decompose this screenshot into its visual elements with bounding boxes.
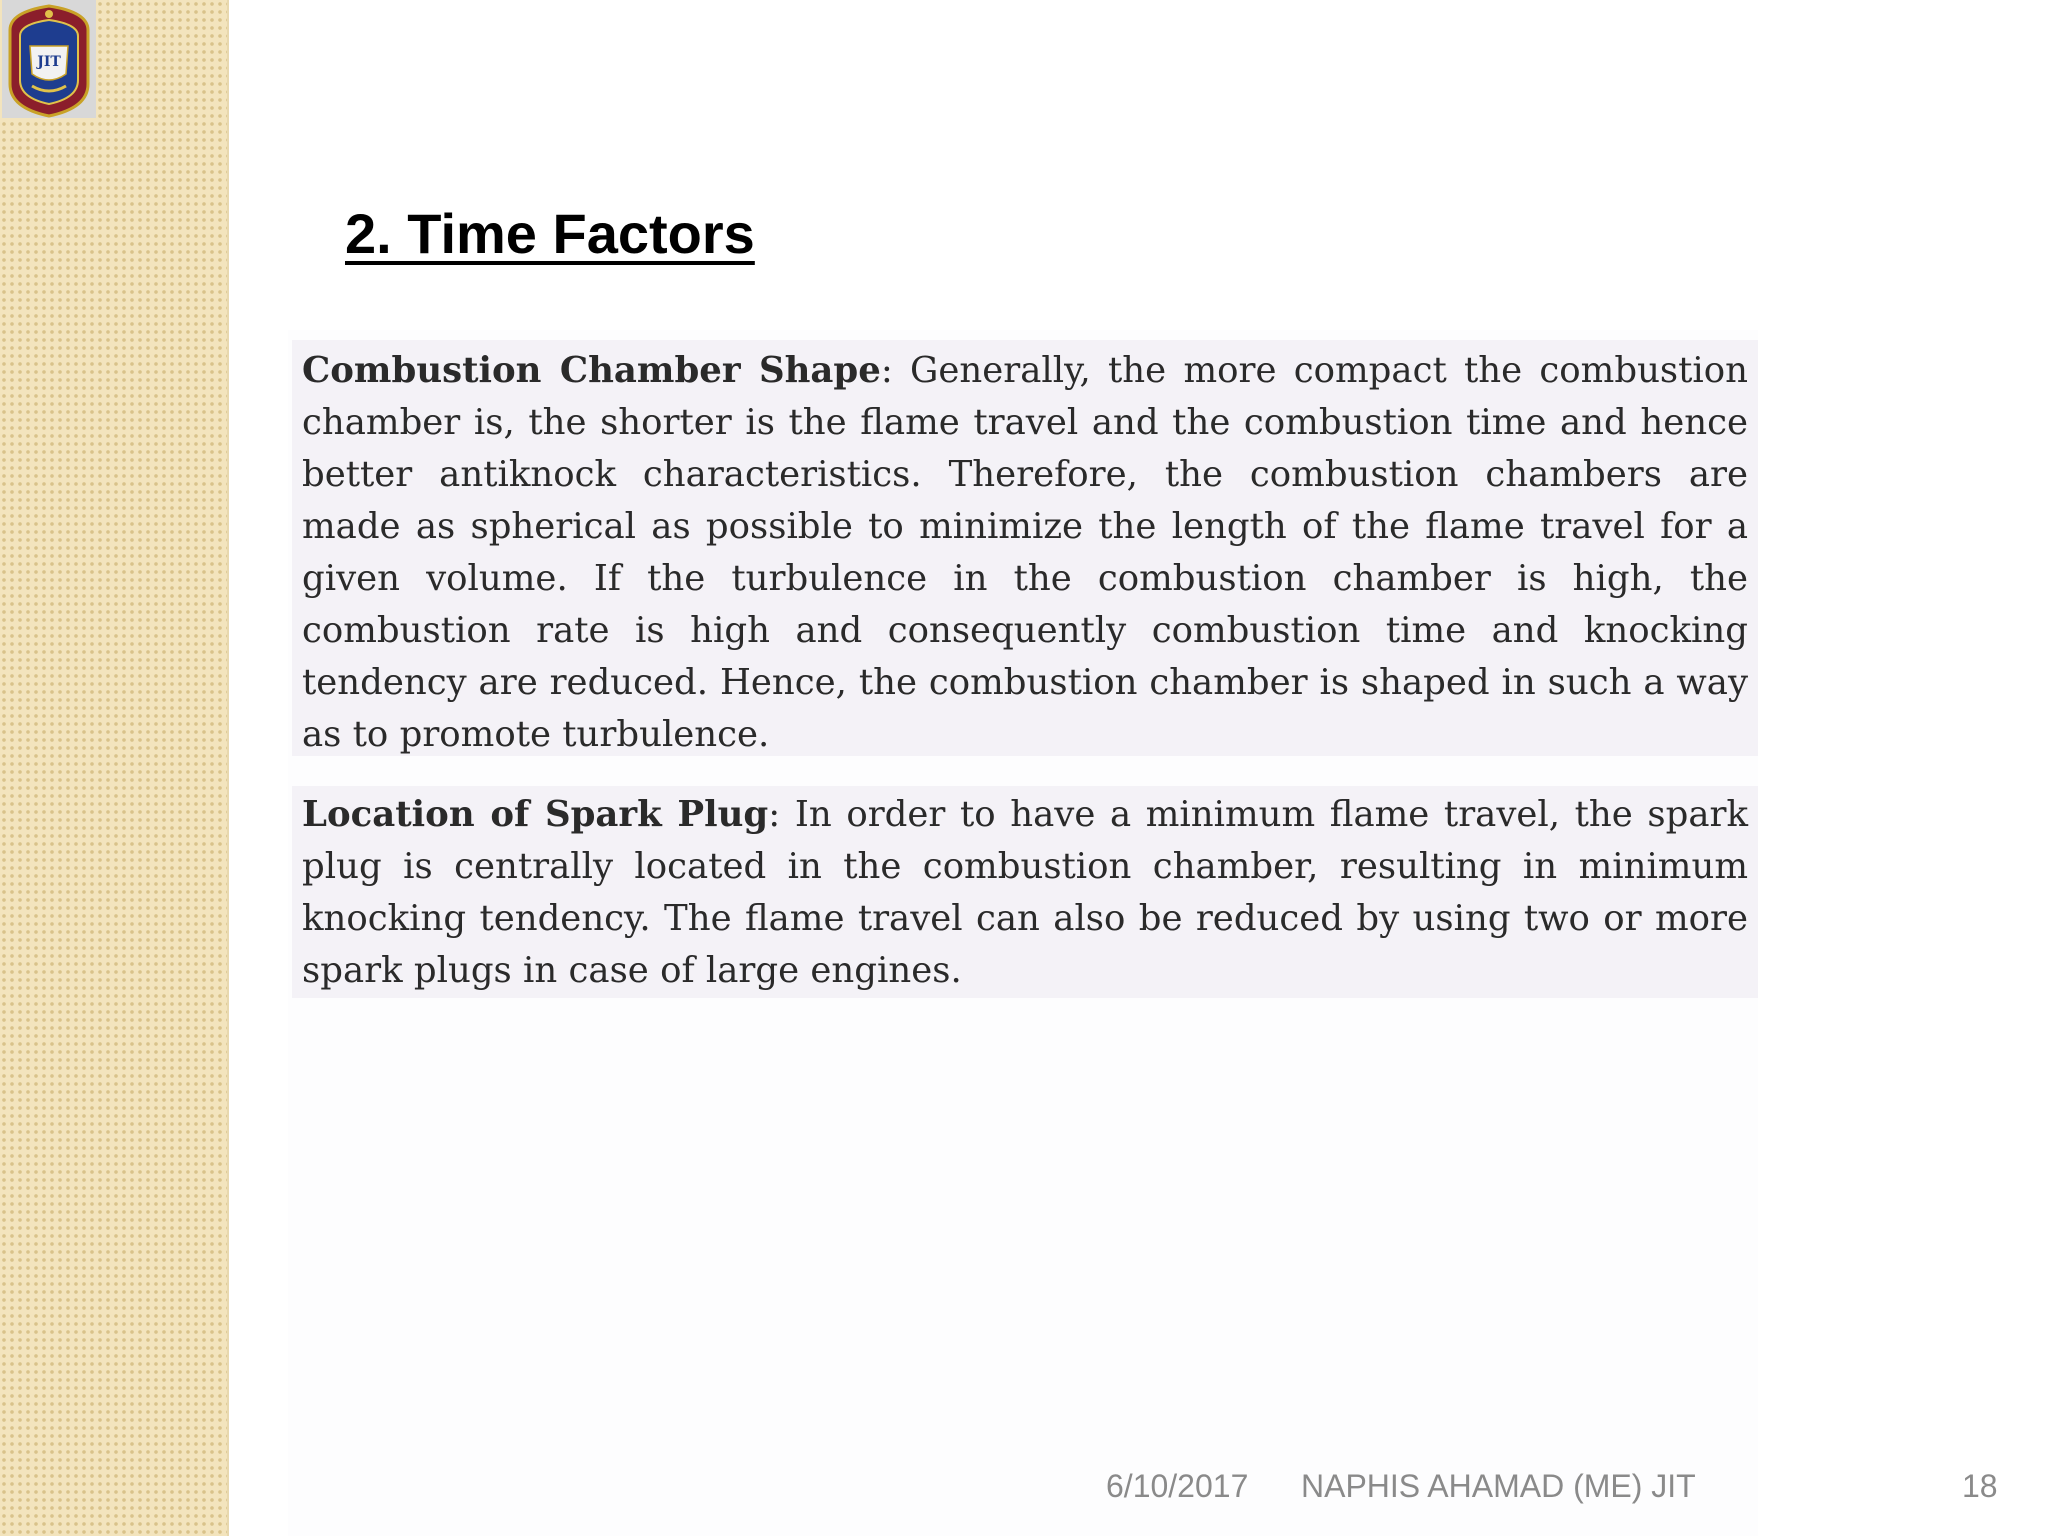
- decorative-sidebar: [0, 0, 229, 1536]
- slide-title: 2. Time Factors: [345, 202, 755, 265]
- paragraph-body: : In order to have a minimum flame travel, the spark plug is centrally located in the combustion chamber, resulting in minimum knocking tendency. The flame travel can also be reduced by using two or more spark plugs in case of large engines.: [302, 794, 1749, 991]
- paragraph-body: : Generally, the more compact the combustion chamber is, the shorter is the flame travel and the combustion time and hence better antiknock characteristics. Therefore, the combustion chambers are made as spherical as possible to minimize the length of the flame travel for a given volume. If the turbulence in the combustion chamber is high, the combustion rate is high and consequently combustion time and knocking tendency are reduced. Hence, the combustion chamber is shaped in such a way as to promote turbulence.: [302, 350, 1748, 755]
- paragraph-location-of-spark-plug: [292, 786, 1758, 998]
- institute-logo: [2, 0, 96, 118]
- paragraph-lead: Combustion Chamber Shape: [302, 350, 881, 391]
- institute-crest-icon: [2, 0, 96, 118]
- paragraph-combustion-chamber-shape: [292, 340, 1758, 756]
- footer-page-number: 18: [1962, 1468, 1998, 1504]
- paragraph-lead: Location of Spark Plug: [302, 794, 769, 835]
- footer-author: NAPHIS AHAMAD (ME) JIT: [1301, 1468, 1696, 1504]
- footer-date: 6/10/2017: [1106, 1468, 1249, 1504]
- svg-text:JIT: JIT: [37, 54, 61, 70]
